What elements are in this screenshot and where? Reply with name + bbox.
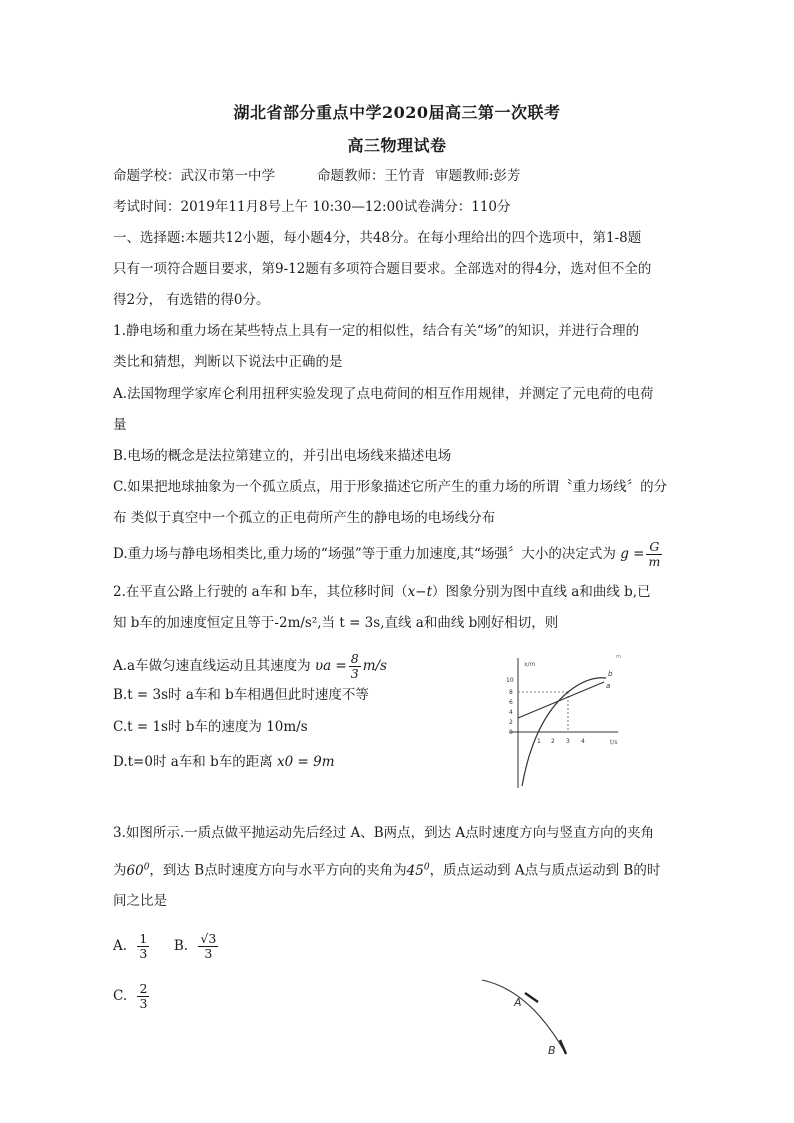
graph-line-a xyxy=(518,682,604,718)
q2-stem-part1: 2.在平直公路上行驶的 a车和 b车，其位移时间（ xyxy=(113,584,408,600)
q2-xt-graph xyxy=(496,648,636,798)
q1-formula-lhs: g = xyxy=(620,546,645,562)
q3-option-a-fraction xyxy=(137,932,149,961)
q2-stem-line1 xyxy=(113,583,693,601)
q3-angle-2-value: 45 xyxy=(406,862,424,879)
q3-options-ab xyxy=(113,932,693,961)
q1-formula-den: m xyxy=(648,554,661,569)
exam-meta-authors xyxy=(113,167,693,185)
section-instructions-line3: 得2分， 有选错的得0分。 xyxy=(113,292,270,308)
graph-ytick-6: 6 xyxy=(509,699,513,706)
q3-option-a-num: 1 xyxy=(139,931,148,946)
q3-trajectory-figure xyxy=(470,968,590,1068)
q1-option-b: B.电场的概念是法拉第建立的，并引出电场线来描述电场 xyxy=(113,448,452,464)
q2-option-c: C.t = 1s时 b车的速度为 10m/s xyxy=(113,719,308,735)
q1-option-d xyxy=(113,540,693,569)
q3-option-c-num: 2 xyxy=(139,981,148,996)
q2-option-a-text: A.a车做匀速直线运动且其速度为 xyxy=(113,658,311,674)
q1-option-a-line1: A.法国物理学家库仑利用扭秤实验发现了点电荷间的相互作用规律，并测定了元电荷的电荷 xyxy=(113,386,654,402)
q2-option-d-formula: x0 = 9m xyxy=(277,754,335,770)
q3-stem-line2 xyxy=(113,858,693,880)
graph-ytick-8: 8 xyxy=(509,689,513,696)
q3-option-b-den: 3 xyxy=(204,946,213,961)
graph-ytick-10: 10 xyxy=(506,677,514,684)
graph-label-b: b xyxy=(608,670,613,678)
q2-option-a-unit: m/s xyxy=(362,658,387,674)
trajectory-curve xyxy=(482,980,566,1054)
exam-subtitle: 高三物理试卷 xyxy=(347,136,447,155)
q2-stem-part2: ）图象分别为图中直线 a和曲线 b,已 xyxy=(432,584,651,600)
q3-angle-1-value: 60 xyxy=(126,862,144,879)
point-a-label: A xyxy=(514,996,522,1009)
q3-option-c xyxy=(113,982,693,1011)
graph-ytick-0: 0 xyxy=(509,729,513,736)
q2-option-a-lhs: υa = xyxy=(314,658,347,674)
meta-school: 命题学校：武汉市第一中学 xyxy=(113,168,275,184)
q1-option-c-line2: 布 类似于真空中一个孤立的正电荷所产生的静电场的电场线分布 xyxy=(113,510,496,526)
graph-xlabel: t/s xyxy=(610,739,618,746)
velocity-marker-b xyxy=(560,1040,566,1054)
q3-stem-line3: 间之比是 xyxy=(113,893,167,909)
q3-option-b-num: √3 xyxy=(200,931,217,946)
q2-option-b: B.t = 3s时 a车和 b车相遇但此时速度不等 xyxy=(113,687,369,703)
q3-angle-1 xyxy=(127,863,150,879)
q3-angle-2 xyxy=(407,863,430,879)
q1-formula-fraction xyxy=(646,540,662,569)
q3-option-c-label: C. xyxy=(113,988,128,1004)
section-instructions-line2: 只有一项符合题目要求，第9-12题有多项符合题目要求。全部选对的得4分，选对但不全的 xyxy=(113,261,652,277)
velocity-marker-a xyxy=(525,993,538,1002)
graph-corner-note: m xyxy=(616,654,621,660)
graph-xtick-3: 3 xyxy=(566,738,570,745)
q3-option-a-den: 3 xyxy=(139,946,148,961)
q3-stem-pre: 为 xyxy=(113,862,127,879)
q2-option-d-text: D.t=0时 a车和 b车的距离 xyxy=(113,754,273,770)
q3-option-b-label: B. xyxy=(173,938,189,954)
q3-option-a-label: A. xyxy=(113,938,128,954)
q1-option-c-line1: C.如果把地球抽象为一个孤立质点，用于形象描述它所产生的重力场的所谓〝重力场线〞的分 xyxy=(113,479,668,495)
graph-label-a: a xyxy=(606,682,611,690)
graph-ytick-2: 2 xyxy=(509,719,513,726)
q3-angle-1-sup: 0 xyxy=(143,862,150,872)
q3-stem-line1: 3.如图所示.一质点做平抛运动先后经过 A、B两点，到达 A点时速度方向与竖直方向的夹角 xyxy=(113,825,655,841)
q1-stem-line1: 1.静电场和重力场在某些特点上具有一定的相似性，结合有关“场”的知识，并进行合理的 xyxy=(113,323,640,339)
graph-ylabel: x/m xyxy=(524,661,536,668)
exam-title: 湖北省部分重点中学2020届高三第一次联考 xyxy=(233,103,561,122)
q3-angle-2-sup: 0 xyxy=(423,862,430,872)
q2-option-a-fraction xyxy=(349,652,361,681)
q3-option-c-fraction xyxy=(137,982,149,1011)
q3-option-b-fraction xyxy=(198,932,218,961)
graph-xtick-2: 2 xyxy=(551,738,555,745)
graph-xtick-1: 1 xyxy=(537,738,541,745)
meta-teacher: 命题教师：王竹青 xyxy=(317,168,425,184)
q1-option-d-text: D.重力场与静电场相类比,重力场的“场强”等于重力加速度,其“场强〞大小的决定式为 xyxy=(113,546,616,562)
graph-xtick-4: 4 xyxy=(581,738,585,745)
q2-stem-line2: 知 b车的加速度恒定且等于-2m/s²,当 t = 3s,直线 a和曲线 b刚好相切，则 xyxy=(113,615,559,631)
q2-option-a-num: 8 xyxy=(350,651,359,666)
q2-stem-xt: x−t xyxy=(407,584,433,600)
meta-reviewer: 审题教师:彭芳 xyxy=(435,168,521,184)
q1-formula-num: G xyxy=(646,540,662,555)
q1-stem-line2: 类比和猜想，判断以下说法中正确的是 xyxy=(113,354,343,370)
q3-stem-post: ，质点运动到 A点与质点运动到 B的时 xyxy=(429,862,661,879)
exam-meta-time: 考试时间：2019年11月8号上午 10:30—12:00试卷满分：110分 xyxy=(113,199,511,215)
q2-option-a-den: 3 xyxy=(350,666,359,681)
point-b-label: B xyxy=(548,1044,556,1057)
section-instructions-line1: 一、选择题:本题共12小题，每小题4分，共48分。在每小理给出的四个选项中，第1-8题 xyxy=(113,230,642,246)
q1-option-a-line2: 量 xyxy=(113,417,127,433)
q3-option-c-den: 3 xyxy=(139,996,148,1011)
graph-ytick-4: 4 xyxy=(509,709,513,716)
q3-stem-mid: ，到达 B点时速度方向与水平方向的夹角为 xyxy=(149,862,407,879)
